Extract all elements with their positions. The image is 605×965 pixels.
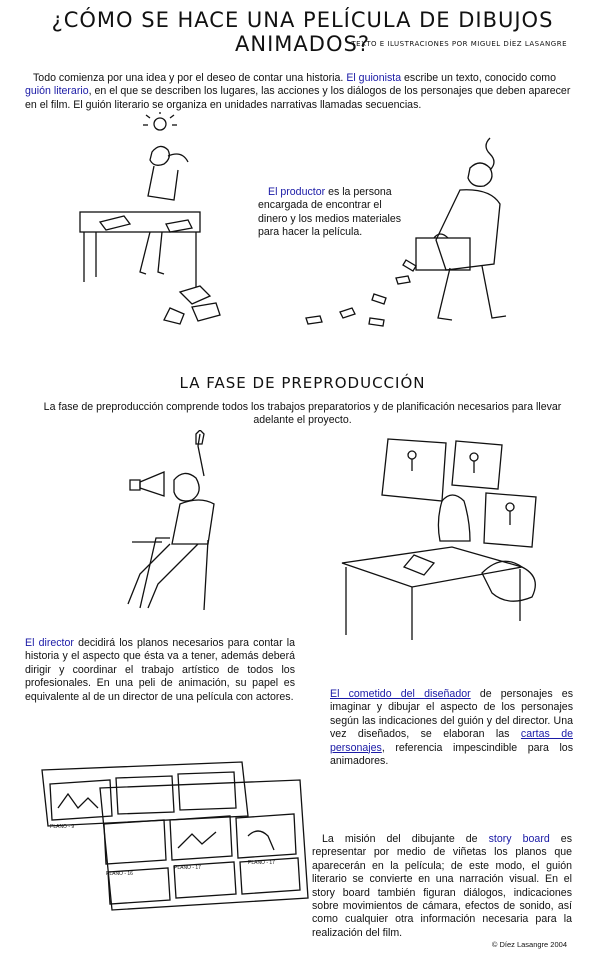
panel-label: PLANO - 17 <box>174 865 201 871</box>
panel-label: PLANO - 17 <box>248 860 275 866</box>
copyright-icon: © <box>491 940 498 949</box>
producer-text: es la persona encargada de encontrar el dinero y los medios materiales para hacer la película. <box>258 186 402 239</box>
copyright-text: Díez Lasangre 2004 <box>499 940 567 949</box>
intro-text-1: Todo comienza por una idea y por el deseo de contar una historia. <box>33 72 347 84</box>
writer-illustration <box>70 112 230 342</box>
cartas-personajes-link[interactable]: cartas de personajes <box>330 728 573 754</box>
guion-literario-link[interactable]: guión literario <box>25 85 89 98</box>
intro-paragraph <box>25 72 580 112</box>
page-title: ¿CÓMO SE HACE UNA PELÍCULA DE DIBUJOS ANIMADOS? <box>51 8 554 56</box>
storyboard-illustration <box>38 748 313 923</box>
director-paragraph <box>25 637 295 704</box>
producer-illustration <box>300 128 570 340</box>
designer-text-1: de personajes es imaginar y dibujar el aspecto de los personajes según las indicaciones del guión y del director. Una vez diseñados, se elaboran las <box>330 688 573 741</box>
intro-text-3: , en el que se describen los lugares, las acciones y los diálogos de los personajes que deben aparecer en el film. El guión literario se organiza en unidades narrativas llamadas secuencias. <box>25 85 571 111</box>
director-link[interactable]: El director <box>25 637 74 649</box>
panel-label: PLANO - 16 <box>106 871 133 877</box>
designer-text-2: , referencia impescindible para los animadores. <box>330 741 573 768</box>
author-credit: TEXTO E ILUSTRACIONES POR MIGUEL DÍEZ LASANGRE <box>351 40 567 48</box>
copyright-footer <box>492 940 567 949</box>
guionista-link[interactable]: El guionista <box>346 72 402 84</box>
section-description: La fase de preproducción comprende todos los trabajos preparatorios y de planificación necesarios para llevar adelante el proyecto. <box>43 401 562 427</box>
director-illustration <box>110 430 240 620</box>
storyboard-text-1: La misión del dibujante de <box>322 833 489 845</box>
section-title: LA FASE DE PREPRODUCCIÓN <box>179 374 426 392</box>
storyboard-paragraph <box>312 833 572 940</box>
productor-link[interactable]: El productor <box>268 186 326 198</box>
director-text: decidirá los planos necesarios para contar la historia y el aspecto que ésta va a tener, además deberá dirigir y coordinar el trabajo artístico de todos los profesionales. En una peli de animación, su papel es equivalente al de un director de una película con actores. <box>25 637 295 703</box>
story-board-link[interactable]: story board <box>488 833 550 845</box>
storyboard-text-2: es representar por medio de viñetas los planos que aparecerán en la película; de este modo, el guión literario se convierte en una narración visual. En el story board también figuran diálogos, indicaciones sobre movimientos de cámara, efectos de sonido, así como cualquier otra información necesaria para la realización del film. <box>312 833 572 939</box>
panel-label: PLANO - 9 <box>50 824 75 830</box>
designer-illustration <box>332 435 567 645</box>
intro-text-2: escribe un texto, conocido como <box>401 72 556 84</box>
designer-paragraph <box>330 688 573 768</box>
disenador-link[interactable]: El cometido del diseñador <box>330 688 471 700</box>
